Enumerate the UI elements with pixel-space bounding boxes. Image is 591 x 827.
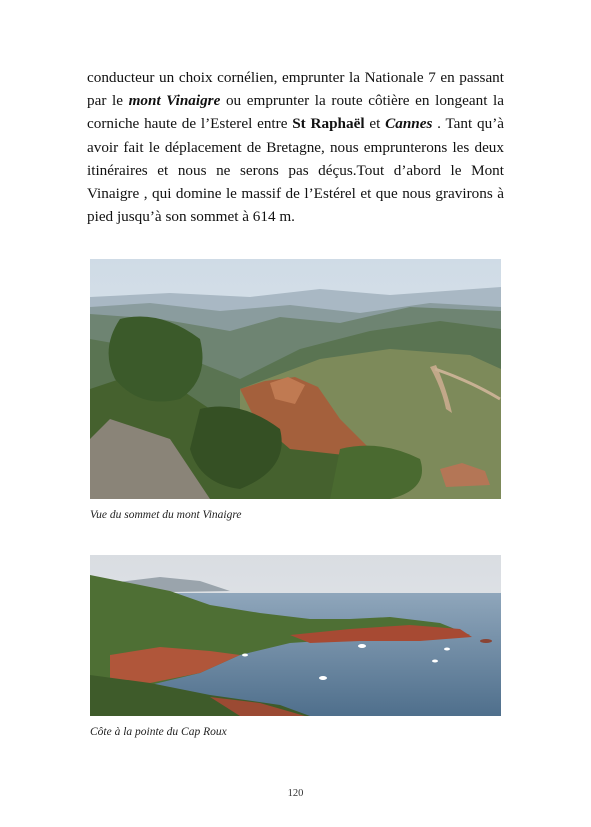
text-run: et [364, 115, 386, 133]
mont-vinaigre-emphasis: mont Vinaigre [128, 92, 221, 110]
photo-caption: Côte à la pointe du Cap Roux [90, 726, 227, 738]
text-run: . Tant qu’à avoir fait le déplacement de Bretagne, nous emprunterons les deux itinéraires et nous ne serons pas déçus.Tout d’abord le Mont Vinaigre , qui domine le massif de l’Estérel et que nous gravirons à pied jusqu’à son sommet à 614 m. [87, 115, 505, 226]
cap-roux-photo [90, 555, 501, 716]
mont-vinaigre-photo [90, 259, 501, 499]
text-run: conducteur un choix cornélien, emprunter la Nationale 7 en passant par le [87, 69, 504, 110]
page-number: 120 [287, 788, 304, 799]
photo-caption: Vue du sommet du mont Vinaigre [90, 509, 242, 521]
st-raphael-emphasis: St Raphaël [292, 115, 365, 133]
cannes-emphasis: Cannes [385, 115, 433, 133]
text-run: ou emprunter la route côtière en longeant la corniche haute de l’Esterel entre [87, 92, 504, 133]
body-paragraph [87, 66, 504, 228]
